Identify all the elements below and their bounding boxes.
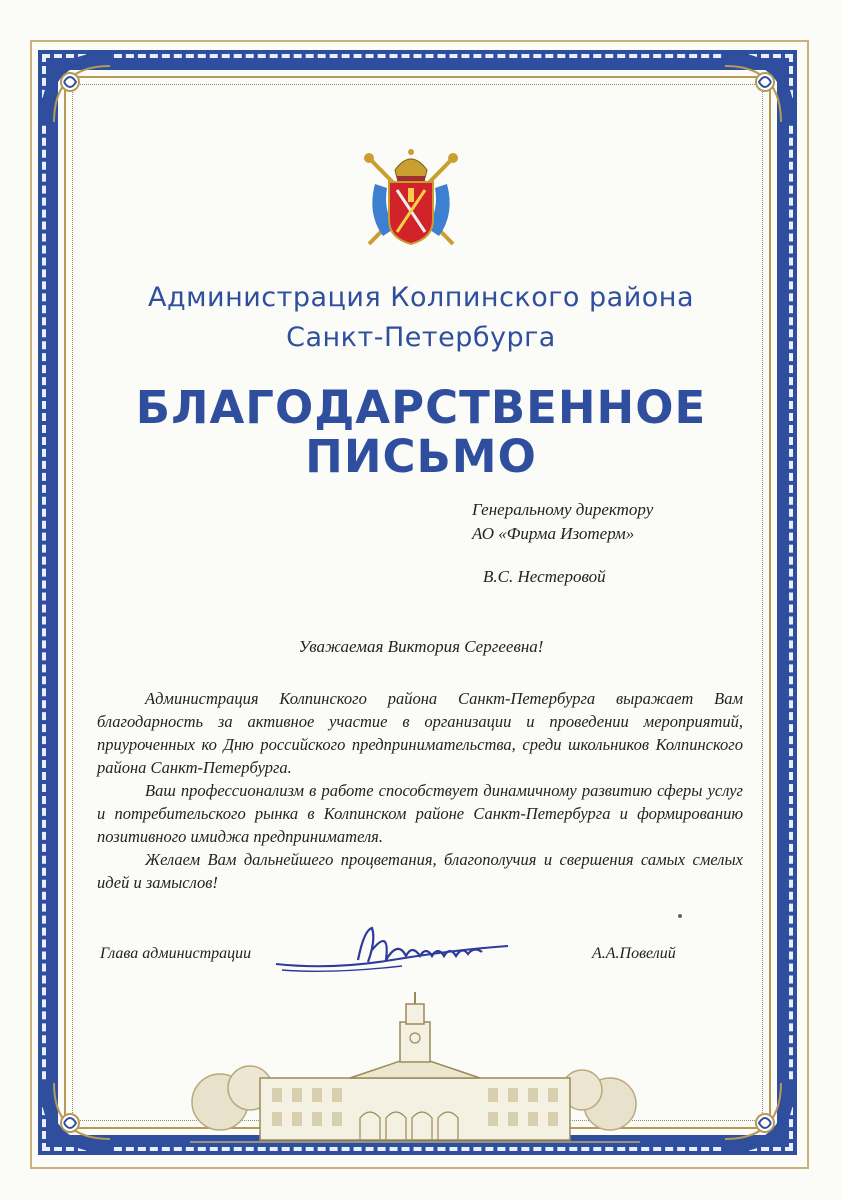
frame-corner-ornament (721, 52, 795, 126)
building-engraving-icon (190, 992, 640, 1152)
letter-body (97, 687, 743, 894)
organization-name-line2: Санкт-Петербурга (286, 322, 556, 353)
frame-corner-ornament (40, 1079, 114, 1153)
frame-corner-ornament (40, 52, 114, 126)
salutation: Уважаемая Виктория Сергеевна! (298, 637, 544, 656)
body-paragraph-3: Желаем Вам дальнейшего процветания, благополучия и свершения самых смелых идей и замыслов! (97, 850, 743, 892)
organization-name-line1: Администрация Колпинского района (148, 282, 694, 313)
addressee-company: АО «Фирма Изотерм» (472, 524, 635, 543)
frame-corner-ornament (721, 1079, 795, 1153)
handwritten-signature (272, 920, 512, 976)
addressee-name: В.С. Нестеровой (483, 567, 606, 586)
signatory-position: Глава администрации (100, 945, 252, 962)
document-title-line1: БЛАГОДАРСТВЕННОЕ (135, 381, 707, 434)
ink-dot (678, 914, 682, 918)
addressee-position: Генеральному директору (472, 500, 654, 519)
body-paragraph-1: Администрация Колпинского района Санкт-Петербурга выражает Вам благодарность за активное участие в организации и проведении мероприятий, приуроченных ко Дню российского предпринимательства, среди школьников Колпинского района Санкт-Петербурга. (97, 689, 743, 777)
signatory-name: А.А.Повелий (592, 945, 676, 962)
body-paragraph-2: Ваш профессионализм в работе способствует динамичному развитию сферы услуг и потребительского рынка в Колпинском районе Санкт-Петербурга и формированию позитивного имиджа предпринимателя. (97, 781, 743, 846)
coat-of-arms-icon (355, 144, 467, 256)
document-title-line2: ПИСЬМО (305, 430, 537, 483)
